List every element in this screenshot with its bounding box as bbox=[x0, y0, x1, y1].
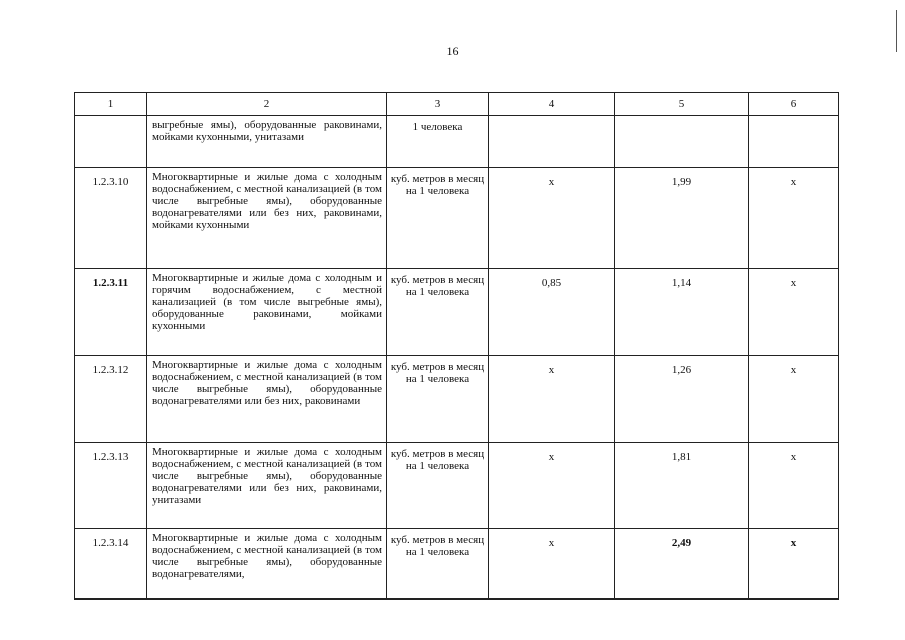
row-description: Многоквартирные и жилые дома с холодным водоснабжением, с местной канализацией (в том числе выгребные ямы), оборудованные водонагревателями или без них, раковинами bbox=[147, 356, 387, 443]
row-code: 1.2.3.10 bbox=[75, 168, 147, 269]
page-number: 16 bbox=[446, 44, 459, 58]
table-row bbox=[75, 168, 839, 269]
row-unit: куб. метров в месяц на 1 человека bbox=[387, 529, 489, 599]
row-col4 bbox=[489, 116, 615, 168]
row-code: 1.2.3.14 bbox=[75, 529, 147, 599]
row-col6: x bbox=[749, 168, 839, 269]
row-col5: 1,81 bbox=[615, 443, 749, 529]
row-col6 bbox=[749, 116, 839, 168]
table-row bbox=[75, 529, 839, 599]
row-description: Многоквартирные и жилые дома с холодным и горячим водоснабжением, с местной канализацией (в том числе выгребные ямы), оборудованные раковинами, мойками кухонными bbox=[147, 269, 387, 356]
header-cell: 6 bbox=[749, 93, 839, 116]
row-col6: x bbox=[749, 443, 839, 529]
table-header-row bbox=[75, 93, 839, 116]
table-row bbox=[75, 443, 839, 529]
row-col5: 2,49 bbox=[615, 529, 749, 599]
norms-table bbox=[74, 92, 839, 600]
row-col6: x bbox=[749, 269, 839, 356]
row-col4: x bbox=[489, 529, 615, 599]
row-col5: 1,99 bbox=[615, 168, 749, 269]
header-cell: 5 bbox=[615, 93, 749, 116]
row-col4: 0,85 bbox=[489, 269, 615, 356]
row-col4: x bbox=[489, 168, 615, 269]
table-row bbox=[75, 356, 839, 443]
row-description: Многоквартирные и жилые дома с холодным водоснабжением, с местной канализацией (в том числе выгребные ямы), оборудованные водонагревателями или без них, раковинами, унитазами bbox=[147, 443, 387, 529]
row-description: Многоквартирные и жилые дома с холодным водоснабжением, с местной канализацией (в том числе выгребные ямы), оборудованные водонагревателями или без них, раковинами, мойками кухонными bbox=[147, 168, 387, 269]
row-col5: 1,14 bbox=[615, 269, 749, 356]
row-col4: x bbox=[489, 443, 615, 529]
scan-edge-mark bbox=[896, 10, 897, 52]
row-unit: куб. метров в месяц на 1 человека bbox=[387, 269, 489, 356]
row-col6: x bbox=[749, 529, 839, 599]
row-code bbox=[75, 116, 147, 168]
row-col4: x bbox=[489, 356, 615, 443]
row-col6: x bbox=[749, 356, 839, 443]
row-unit: куб. метров в месяц на 1 человека bbox=[387, 443, 489, 529]
row-code: 1.2.3.13 bbox=[75, 443, 147, 529]
row-col5: 1,26 bbox=[615, 356, 749, 443]
header-cell: 2 bbox=[147, 93, 387, 116]
row-unit: куб. метров в месяц на 1 человека bbox=[387, 356, 489, 443]
header-cell: 4 bbox=[489, 93, 615, 116]
row-code: 1.2.3.12 bbox=[75, 356, 147, 443]
row-unit: 1 человека bbox=[387, 116, 489, 168]
table-row bbox=[75, 116, 839, 168]
row-col5 bbox=[615, 116, 749, 168]
table-row bbox=[75, 269, 839, 356]
row-unit: куб. метров в месяц на 1 человека bbox=[387, 168, 489, 269]
row-description: Многоквартирные и жилые дома с холодным водоснабжением, с местной канализацией (в том числе выгребные ямы), оборудованные водонагревателями, bbox=[147, 529, 387, 599]
header-cell: 3 bbox=[387, 93, 489, 116]
row-description: выгребные ямы), оборудованные раковинами, мойками кухонными, унитазами bbox=[147, 116, 387, 168]
row-code: 1.2.3.11 bbox=[75, 269, 147, 356]
header-cell: 1 bbox=[75, 93, 147, 116]
